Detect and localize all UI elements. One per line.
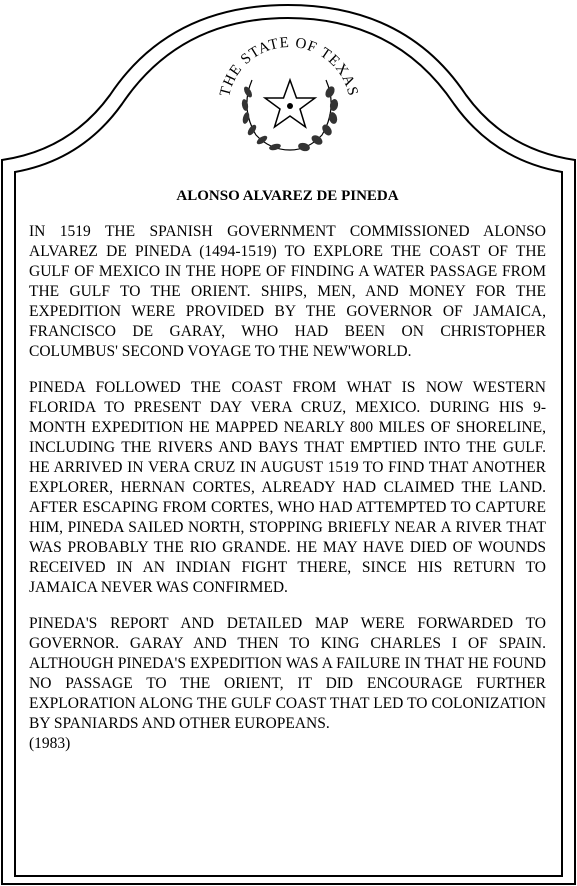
seal-arc-text: THE STATE OF TEXAS (217, 34, 361, 99)
texas-seal (217, 35, 361, 153)
plaque-year: (1983) (29, 735, 71, 752)
plaque-paragraph-2: PINEDA FOLLOWED THE COAST FROM WHAT IS NOW WESTERN FLORIDA TO PRESENT DAY VERA CRUZ, MEXICO. DURING HIS 9-MONTH EXPEDITION HE MAPPED NEARLY 800 MILES OF SHORELINE, INCLUDING THE RIVERS AND BAYS THAT EMPTIED INTO THE GULF. HE ARRIVED IN VERA CRUZ IN AUGUST 1519 TO FIND THAT ANOTHER EXPLORER, HERNAN CORTES, ALREADY HAD CLAIMED THE LAND. AFTER ESCAPING FROM CORTES, WHO HAD ATTEMPTED TO CAPTURE HIM, PINEDA SAILED NORTH, STOPPING BRIEFLY NEAR A RIVER THAT WAS PROBABLY THE RIO GRANDE. HE MAY HAVE DIED OF WOUNDS RECEIVED IN AN INDIAN FIGHT THERE, SINCE HIS RETURN TO JAMAICA NEVER WAS CONFIRMED. (29, 379, 546, 596)
plaque-title: ALONSO ALVAREZ DE PINEDA (176, 188, 399, 204)
plaque-paragraph-1: IN 1519 THE SPANISH GOVERNMENT COMMISSIONED ALONSO ALVAREZ DE PINEDA (1494-1519) TO EXPLORE THE COAST OF THE GULF OF MEXICO IN THE HOPE OF FINDING A WATER PASSAGE FROM THE GULF TO THE ORIENT. SHIPS, MEN, AND MONEY FOR THE EXPEDITION WERE PROVIDED BY THE GOVERNOR OF JAMAICA, FRANCISCO DE GARAY, WHO HAD BEEN ON CHRISTOPHER COLUMBUS' SECOND VOYAGE TO THE NEW'WORLD. (29, 223, 546, 360)
plaque-paragraph-3: PINEDA'S REPORT AND DETAILED MAP WERE FORWARDED TO GOVERNOR. GARAY AND THEN TO KING CHARLES I OF SPAIN. ALTHOUGH PINEDA'S EXPEDITION WAS A FAILURE IN THAT HE FOUND NO PASSAGE TO THE ORIENT, IT DID ENCOURAGE FURTHER EXPLORATION ALONG THE GULF COAST THAT LED TO COLONIZATION BY SPANIARDS AND OTHER EUROPEANS. (29, 615, 546, 732)
plaque-content (29, 188, 546, 754)
